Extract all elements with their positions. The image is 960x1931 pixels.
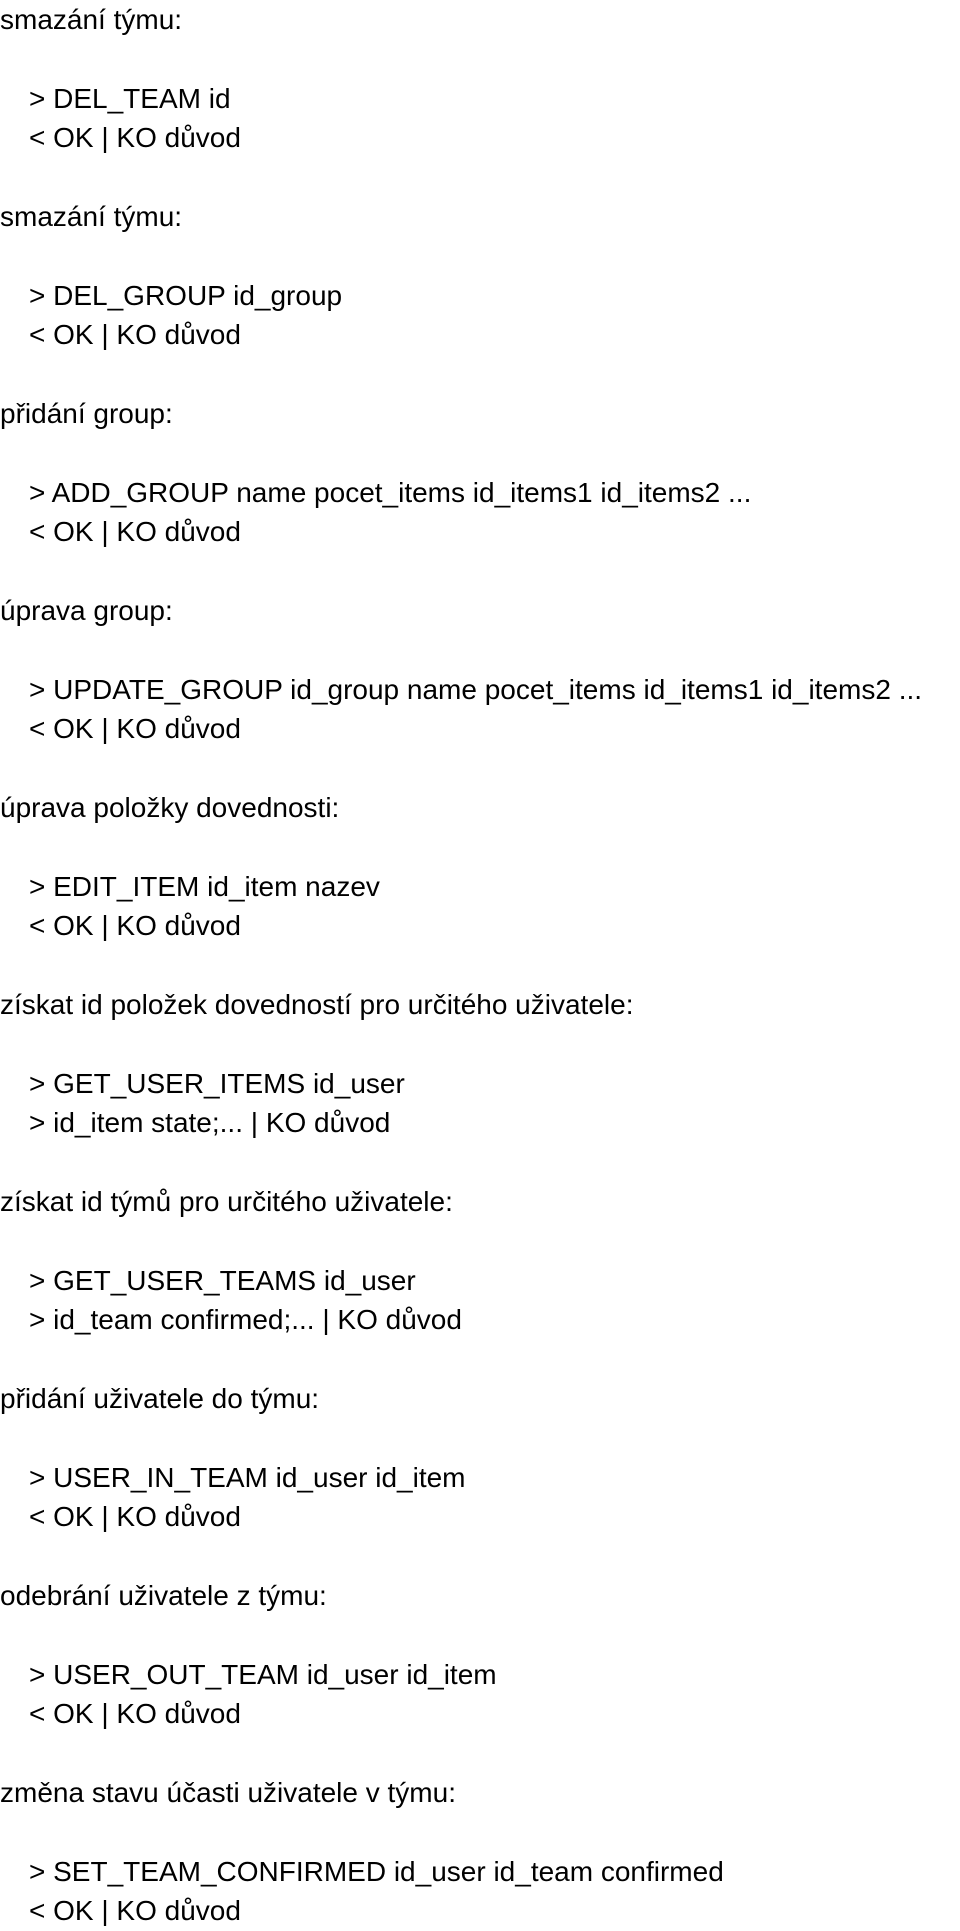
section-del-group xyxy=(0,197,960,394)
request-line: > SET_TEAM_CONFIRMED id_user id_team confirmed xyxy=(29,1856,724,1887)
section-spacer xyxy=(0,748,960,788)
response-line: < OK | KO důvod xyxy=(29,713,241,744)
section-spacer xyxy=(0,1536,960,1576)
command-block xyxy=(0,473,960,551)
response-line: < OK | KO důvod xyxy=(29,122,241,153)
section-spacer xyxy=(0,157,960,197)
response-line: > id_team confirmed;... | KO důvod xyxy=(29,1304,462,1335)
command-block xyxy=(0,867,960,945)
request-line: > EDIT_ITEM id_item nazev xyxy=(29,871,380,902)
response-line: < OK | KO důvod xyxy=(29,1501,241,1532)
section-set-team-confirmed xyxy=(0,1773,960,1930)
section-heading: získat id položek dovedností pro určitého uživatele: xyxy=(0,989,634,1020)
section-spacer xyxy=(0,551,960,591)
section-edit-item xyxy=(0,788,960,985)
response-line: < OK | KO důvod xyxy=(29,910,241,941)
command-block xyxy=(0,1064,960,1142)
section-heading: přidání uživatele do týmu: xyxy=(0,1383,320,1414)
request-line: > GET_USER_ITEMS id_user xyxy=(29,1068,405,1099)
request-line: > USER_OUT_TEAM id_user id_item xyxy=(29,1659,497,1690)
command-block xyxy=(0,276,960,354)
command-block xyxy=(0,1458,960,1536)
response-line: > id_item state;... | KO důvod xyxy=(29,1107,391,1138)
request-line: > USER_IN_TEAM id_user id_item xyxy=(29,1462,466,1493)
request-line: > GET_USER_TEAMS id_user xyxy=(29,1265,416,1296)
request-line: > DEL_GROUP id_group xyxy=(29,280,343,311)
section-heading: úprava group: xyxy=(0,595,173,626)
section-del-team xyxy=(0,0,960,197)
section-get-user-teams xyxy=(0,1182,960,1379)
request-line: > DEL_TEAM id xyxy=(29,83,231,114)
section-spacer xyxy=(0,1339,960,1379)
section-spacer xyxy=(0,1142,960,1182)
command-block xyxy=(0,1655,960,1733)
section-heading: smazání týmu: xyxy=(0,201,183,232)
section-heading: změna stavu účasti uživatele v týmu: xyxy=(0,1777,456,1808)
section-spacer xyxy=(0,945,960,985)
response-line: < OK | KO důvod xyxy=(29,1698,241,1729)
section-heading: přidání group: xyxy=(0,398,173,429)
command-block xyxy=(0,670,960,748)
section-get-user-items xyxy=(0,985,960,1182)
response-line: < OK | KO důvod xyxy=(29,319,241,350)
section-heading: smazání týmu: xyxy=(0,4,183,35)
request-line: > ADD_GROUP name pocet_items id_items1 id_items2 ... xyxy=(29,477,752,508)
section-update-group xyxy=(0,591,960,788)
section-add-group xyxy=(0,394,960,591)
command-block xyxy=(0,1852,960,1930)
section-heading: odebrání uživatele z týmu: xyxy=(0,1580,327,1611)
section-heading: úprava položky dovednosti: xyxy=(0,792,340,823)
section-spacer xyxy=(0,354,960,394)
command-block xyxy=(0,1261,960,1339)
response-line: < OK | KO důvod xyxy=(29,516,241,547)
section-heading: získat id týmů pro určitého uživatele: xyxy=(0,1186,453,1217)
section-user-out-team xyxy=(0,1576,960,1773)
response-line: < OK | KO důvod xyxy=(29,1895,241,1926)
section-spacer xyxy=(0,1733,960,1773)
request-line: > UPDATE_GROUP id_group name pocet_items id_items1 id_items2 ... xyxy=(29,674,923,705)
command-block xyxy=(0,79,960,157)
section-user-in-team xyxy=(0,1379,960,1576)
